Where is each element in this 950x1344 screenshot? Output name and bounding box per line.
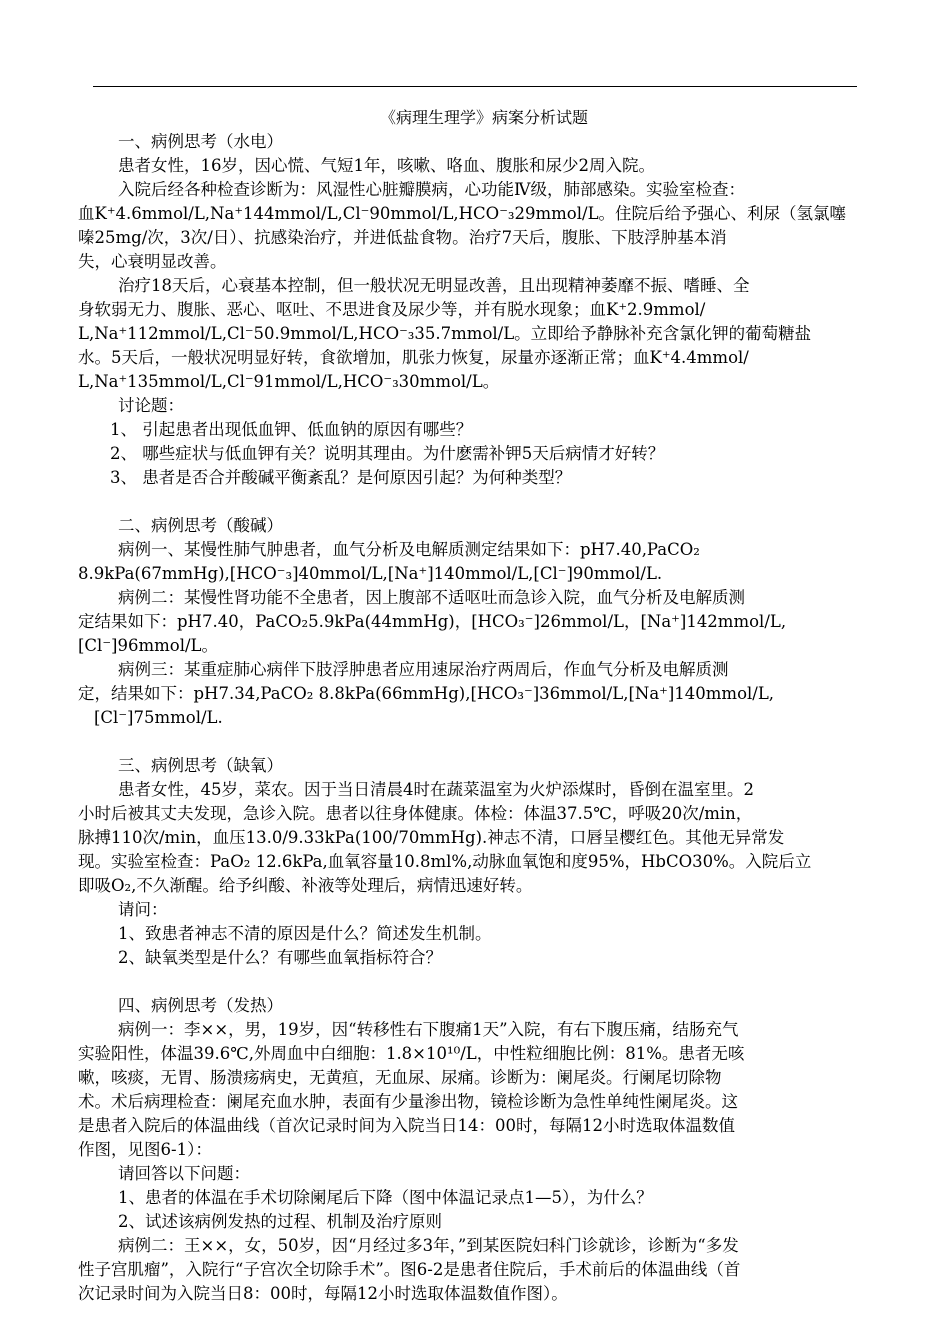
paragraph: [78, 154, 860, 178]
question-item: 2、试述该病例发热的过程、机制及治疗原则: [118, 1212, 442, 1231]
text-line: 现。实验室检查：PaO₂ 12.6kPa,血氧容量10.8ml%,动脉血氧饱和度95%，HbCO30%。入院后立: [78, 852, 812, 871]
paragraph: [78, 1042, 860, 1162]
paragraph: [78, 658, 860, 682]
section-heading-4: 四、病例思考（发热）: [118, 996, 283, 1015]
text-line: [Cl⁻]75mmol/L.: [94, 708, 223, 727]
paragraph: [78, 802, 860, 898]
section-heading-2: 二、病例思考（酸碱）: [118, 516, 283, 535]
paragraph: [78, 202, 860, 274]
text-line: 失，心衰明显改善。: [78, 252, 227, 271]
section-heading-1: 一、病例思考（水电）: [118, 132, 283, 151]
text-line: 嗽，咳痰，无胃、肠溃疡病史，无黄疸，无血尿、尿痛。诊断为：阑尾炎。行阑尾切除物: [78, 1068, 722, 1087]
text-line: 小时后被其丈夫发现，急诊入院。患者以往身体健康。体检：体温37.5℃，呼吸20次/min，: [78, 804, 753, 823]
question-item: 3、 患者是否合并酸碱平衡紊乱？是何原因引起？为何种类型？: [110, 468, 572, 487]
paragraph: [78, 538, 860, 562]
text-line: 病例三：某重症肺心病伴下肢浮肿患者应用速尿治疗两周后，作血气分析及电解质测: [118, 660, 729, 679]
text-line: 性子宫肌瘤”，入院行“子宫次全切除手术”。图6-2是患者住院后，手术前后的体温曲线（首: [78, 1260, 741, 1279]
text-line: 病例二：某慢性肾功能不全患者，因上腹部不适呕吐而急诊入院，血气分析及电解质测: [118, 588, 745, 607]
paragraph: [78, 562, 860, 586]
text-line: 病例一、某慢性肺气肿患者，血气分析及电解质测定结果如下：pH7.40,PaCO₂: [118, 540, 700, 559]
text-line: [Cl⁻]96mmol/L。: [78, 636, 219, 655]
text-line: 脉搏110次/min，血压13.0/9.33kPa(100/70mmHg).神志不清，口唇呈樱红色。其他无异常发: [78, 828, 785, 847]
paragraph: [78, 682, 860, 730]
paragraph: [78, 1258, 860, 1306]
question-item: 1、患者的体温在手术切除阑尾后下降（图中体温记录点1—5），为什么？: [118, 1188, 653, 1207]
text-line: 术。术后病理检查：阑尾充血水肿，表面有少量渗出物，镜检诊断为急性单纯性阑尾炎。这: [78, 1092, 738, 1111]
page-title: 《病理生理学》病案分析试题: [379, 108, 588, 127]
question-item: 1、 引起患者出现低血钾、低血钠的原因有哪些？: [110, 420, 473, 439]
text-line: 作图，见图6-1）：: [78, 1140, 212, 1159]
text-line: 即吸O₂,不久渐醒。给予纠酸、补液等处理后，病情迅速好转。: [78, 876, 533, 895]
paragraph: [78, 1234, 860, 1258]
text-line: 是患者入院后的体温曲线（首次记录时间为入院当日14：00时，每隔12小时选取体温数值: [78, 1116, 735, 1135]
text-line: 水。5天后，一般状况明显好转，食欲增加，肌张力恢复，尿量亦逐渐正常；血K⁺4.4mmol/: [78, 348, 749, 367]
text-line: 实验阳性，体温39.6℃,外周血中白细胞：1.8×10¹⁰/L，中性粒细胞比例：81%。患者无咳: [78, 1044, 745, 1063]
paragraph: [78, 1018, 860, 1042]
paragraph: [78, 610, 860, 658]
document-body: [78, 106, 860, 1306]
text-line: 病例二：王××，女，50岁，因“月经过多3年，”到某医院妇科门诊就诊，诊断为“多发: [118, 1236, 739, 1255]
text-line: 血K⁺4.6mmol/L,Na⁺144mmol/L,Cl⁻90mmol/L,HCO⁻₃29mmol/L。住院后给予强心、利尿（氢氯噻: [78, 204, 847, 223]
text-line: 入院后经各种检查诊断为：风湿性心脏瓣膜病，心功能Ⅳ级，肺部感染。实验室检查：: [118, 180, 745, 199]
ask-label: 请问：: [118, 900, 168, 919]
paragraph: [78, 178, 860, 202]
paragraph: [78, 778, 860, 802]
text-line: L,Na⁺135mmol/L,Cl⁻91mmol/L,HCO⁻₃30mmol/L。: [78, 372, 500, 391]
text-line: 治疗18天后，心衰基本控制，但一般状况无明显改善，且出现精神萎靡不振、嗜睡、全: [118, 276, 750, 295]
text-line: 8.9kPa(67mmHg),[HCO⁻₃]40mmol/L,[Na⁺]140mmol/L,[Cl⁻]90mmol/L.: [78, 564, 663, 583]
question-item: 2、缺氧类型是什么？有哪些血氧指标符合？: [118, 948, 442, 967]
question-item: 1、致患者神志不清的原因是什么？简述发生机制。: [118, 924, 492, 943]
header-rule: [93, 86, 857, 87]
text-line: 病例一：李××，男，19岁，因“转移性右下腹痛1天”入院，有右下腹压痛，结肠充气: [118, 1020, 739, 1039]
text-line: 患者女性，16岁，因心慌、气短1年，咳嗽、咯血、腹胀和尿少2周入院。: [118, 156, 655, 175]
section-heading-3: 三、病例思考（缺氧）: [118, 756, 283, 775]
paragraph: [78, 298, 860, 394]
discussion-label: 讨论题：: [118, 396, 184, 415]
paragraph: [78, 274, 860, 298]
text-line: 患者女性，45岁，菜农。因于当日清晨4时在蔬菜温室为火炉添煤时，昏倒在温室里。2: [118, 780, 754, 799]
text-line: 定，结果如下：pH7.34,PaCO₂ 8.8kPa(66mmHg),[HCO₃⁻]36mmol/L,[Na⁺]140mmol/L,: [78, 684, 775, 703]
text-line: 定结果如下：pH7.40，PaCO₂5.9kPa(44mmHg)，[HCO₃⁻]26mmol/L，[Na⁺]142mmol/L,: [78, 612, 787, 631]
paragraph: [78, 586, 860, 610]
text-line: L,Na⁺112mmol/L,Cl⁻50.9mmol/L,HCO⁻₃35.7mmol/L。立即给予静脉补充含氯化钾的葡萄糖盐: [78, 324, 812, 343]
question-item: 2、 哪些症状与低血钾有关？说明其理由。为什麽需补钾5天后病情才好转？: [110, 444, 665, 463]
text-line: 次记录时间为入院当日8：00时，每隔12小时选取体温数值作图）。: [78, 1284, 568, 1303]
text-line: 嗪25mg/次，3次/日）、抗感染治疗，并进低盐食物。治疗7天后，腹胀、下肢浮肿基本消: [78, 228, 727, 247]
text-line: 身软弱无力、腹胀、恶心、呕吐、不思进食及尿少等，并有脱水现象；血K⁺2.9mmol/: [78, 300, 706, 319]
answer-label: 请回答以下问题：: [118, 1164, 250, 1183]
